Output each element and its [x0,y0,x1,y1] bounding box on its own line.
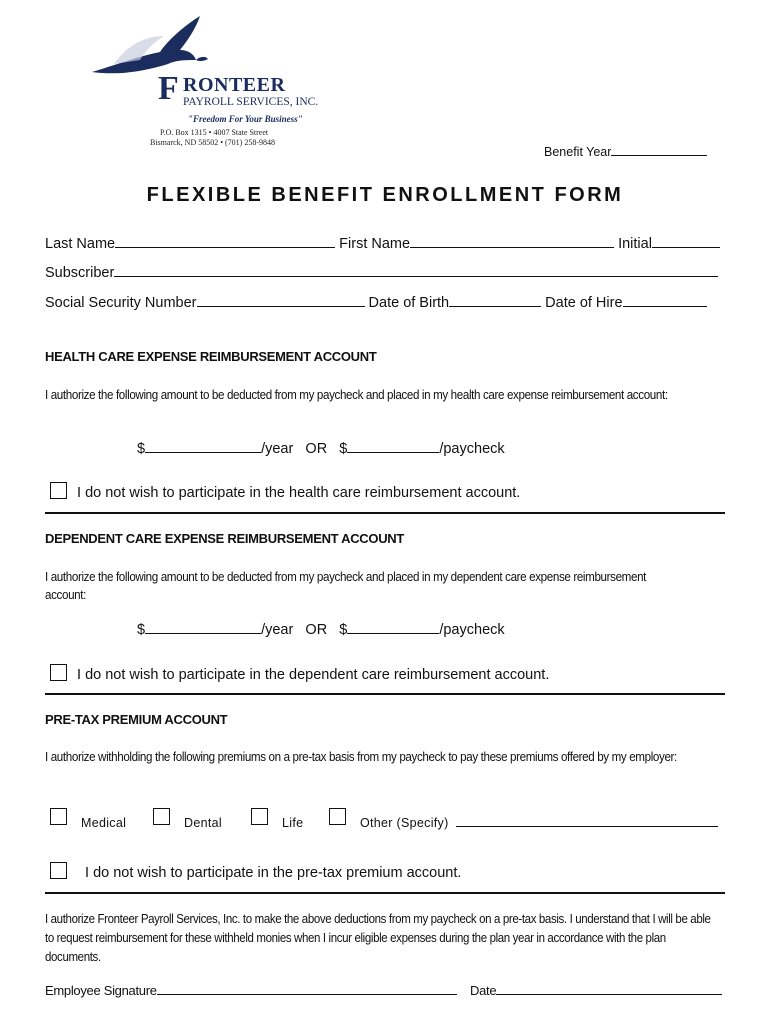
benefit-year-field[interactable] [544,144,707,159]
pretax-authorize-text: I authorize withholding the following premiums on a pre-tax basis from my paycheck to pay these premiums offered by my employer: [45,750,677,764]
subscriber-field[interactable] [114,263,718,277]
ssn-row [45,293,707,311]
life-checkbox[interactable] [251,808,268,825]
medical-checkbox[interactable] [50,808,67,825]
health-per-paycheck-label: /paycheck [439,441,505,457]
name-row [45,234,720,252]
premium-option-medical[interactable] [50,808,126,830]
logo-name: RONTEER [183,74,286,96]
logo-address-2: Bismarck, ND 58502 • (701) 258-9848 [150,138,276,147]
life-label: Life [282,816,304,830]
health-dollar-sign-2: $ [339,441,348,457]
health-dollar-sign: $ [137,441,146,457]
signature-date-label: Date [470,983,497,998]
last-name-field[interactable] [115,234,335,248]
last-name-label: Last Name [45,236,116,252]
pretax-decline-row [50,862,461,881]
dependent-amount-row [137,620,505,638]
dependent-per-paycheck-label: /paycheck [439,622,505,638]
medical-label: Medical [81,816,127,830]
final-authorization-text: I authorize Fronteer Payroll Services, Inc. to make the above deductions from my paycheck on a pre-tax basis. I understand that I will be able to request reimbursement for these withheld monies when I incur eligible expenses during the plan year in accordance with the plan documents. [45,912,711,964]
ssn-field[interactable] [197,293,365,307]
logo-initial: F [158,70,179,107]
benefit-year-label: Benefit Year [544,145,612,159]
dependent-heading: DEPENDENT CARE EXPENSE REIMBURSEMENT ACCOUNT [45,531,405,546]
pretax-decline-label: I do not wish to participate in the pre-tax premium account. [85,865,462,881]
dependent-or-label: OR [305,622,328,638]
company-logo [88,14,333,146]
dependent-per-year-label: /year [261,622,294,638]
other-specify-field[interactable] [456,815,718,827]
subscriber-label: Subscriber [45,265,115,281]
logo-subname: PAYROLL SERVICES, INC. [183,96,319,108]
benefit-year-line[interactable] [611,144,707,156]
health-heading: HEALTH CARE EXPENSE REIMBURSEMENT ACCOUNT [45,349,377,364]
health-decline-checkbox[interactable] [50,482,67,499]
pretax-heading: PRE-TAX PREMIUM ACCOUNT [45,712,228,727]
first-name-label: First Name [339,236,411,252]
dependent-decline-label: I do not wish to participate in the dependent care reimbursement account. [77,667,550,683]
signature-date-line[interactable] [496,983,722,995]
dependent-dollar-sign-2: $ [339,622,348,638]
premium-option-life[interactable] [251,808,303,830]
logo-address-1: P.O. Box 1315 • 4007 State Street [160,128,269,137]
dependent-dollar-sign: $ [137,622,146,638]
section-divider [45,892,725,894]
other-label: Other (Specify) [360,816,449,830]
premium-option-other[interactable] [329,808,718,830]
dependent-year-amount-field[interactable] [145,620,261,634]
employee-signature-line[interactable] [157,983,457,995]
form-title: FLEXIBLE BENEFIT ENROLLMENT FORM [146,184,624,206]
dob-label: Date of Birth [368,295,450,311]
employee-signature-field[interactable] [45,983,457,998]
initial-label: Initial [618,236,652,252]
health-decline-row [50,482,520,501]
logo-slogan: "Freedom For Your Business" [188,114,303,124]
doh-field[interactable] [623,293,707,307]
health-decline-label: I do not wish to participate in the health care reimbursement account. [77,485,521,501]
subscriber-row [45,263,718,281]
employee-signature-label: Employee Signature [45,983,157,998]
health-per-year-label: /year [261,441,294,457]
ssn-label: Social Security Number [45,295,197,311]
section-divider [45,512,725,514]
health-authorize-text: I authorize the following amount to be deducted from my paycheck and placed in my health care expense reimbursement account: [45,388,668,402]
dental-label: Dental [184,816,222,830]
dependent-paycheck-amount-field[interactable] [347,620,439,634]
first-name-field[interactable] [410,234,614,248]
pretax-decline-checkbox[interactable] [50,862,67,879]
health-paycheck-amount-field[interactable] [347,439,439,453]
health-or-label: OR [305,441,328,457]
signature-date-field[interactable] [470,983,722,998]
section-divider [45,693,725,695]
initial-field[interactable] [652,234,720,248]
dob-field[interactable] [449,293,541,307]
health-amount-row [137,439,505,457]
premium-option-dental[interactable] [153,808,222,830]
health-year-amount-field[interactable] [145,439,261,453]
dependent-decline-row [50,664,549,683]
dependent-authorize-text: I authorize the following amount to be deducted from my paycheck and placed in my dependent care expense reimbursement account: [45,570,647,602]
doh-label: Date of Hire [545,295,623,311]
other-checkbox[interactable] [329,808,346,825]
dependent-decline-checkbox[interactable] [50,664,67,681]
dental-checkbox[interactable] [153,808,170,825]
